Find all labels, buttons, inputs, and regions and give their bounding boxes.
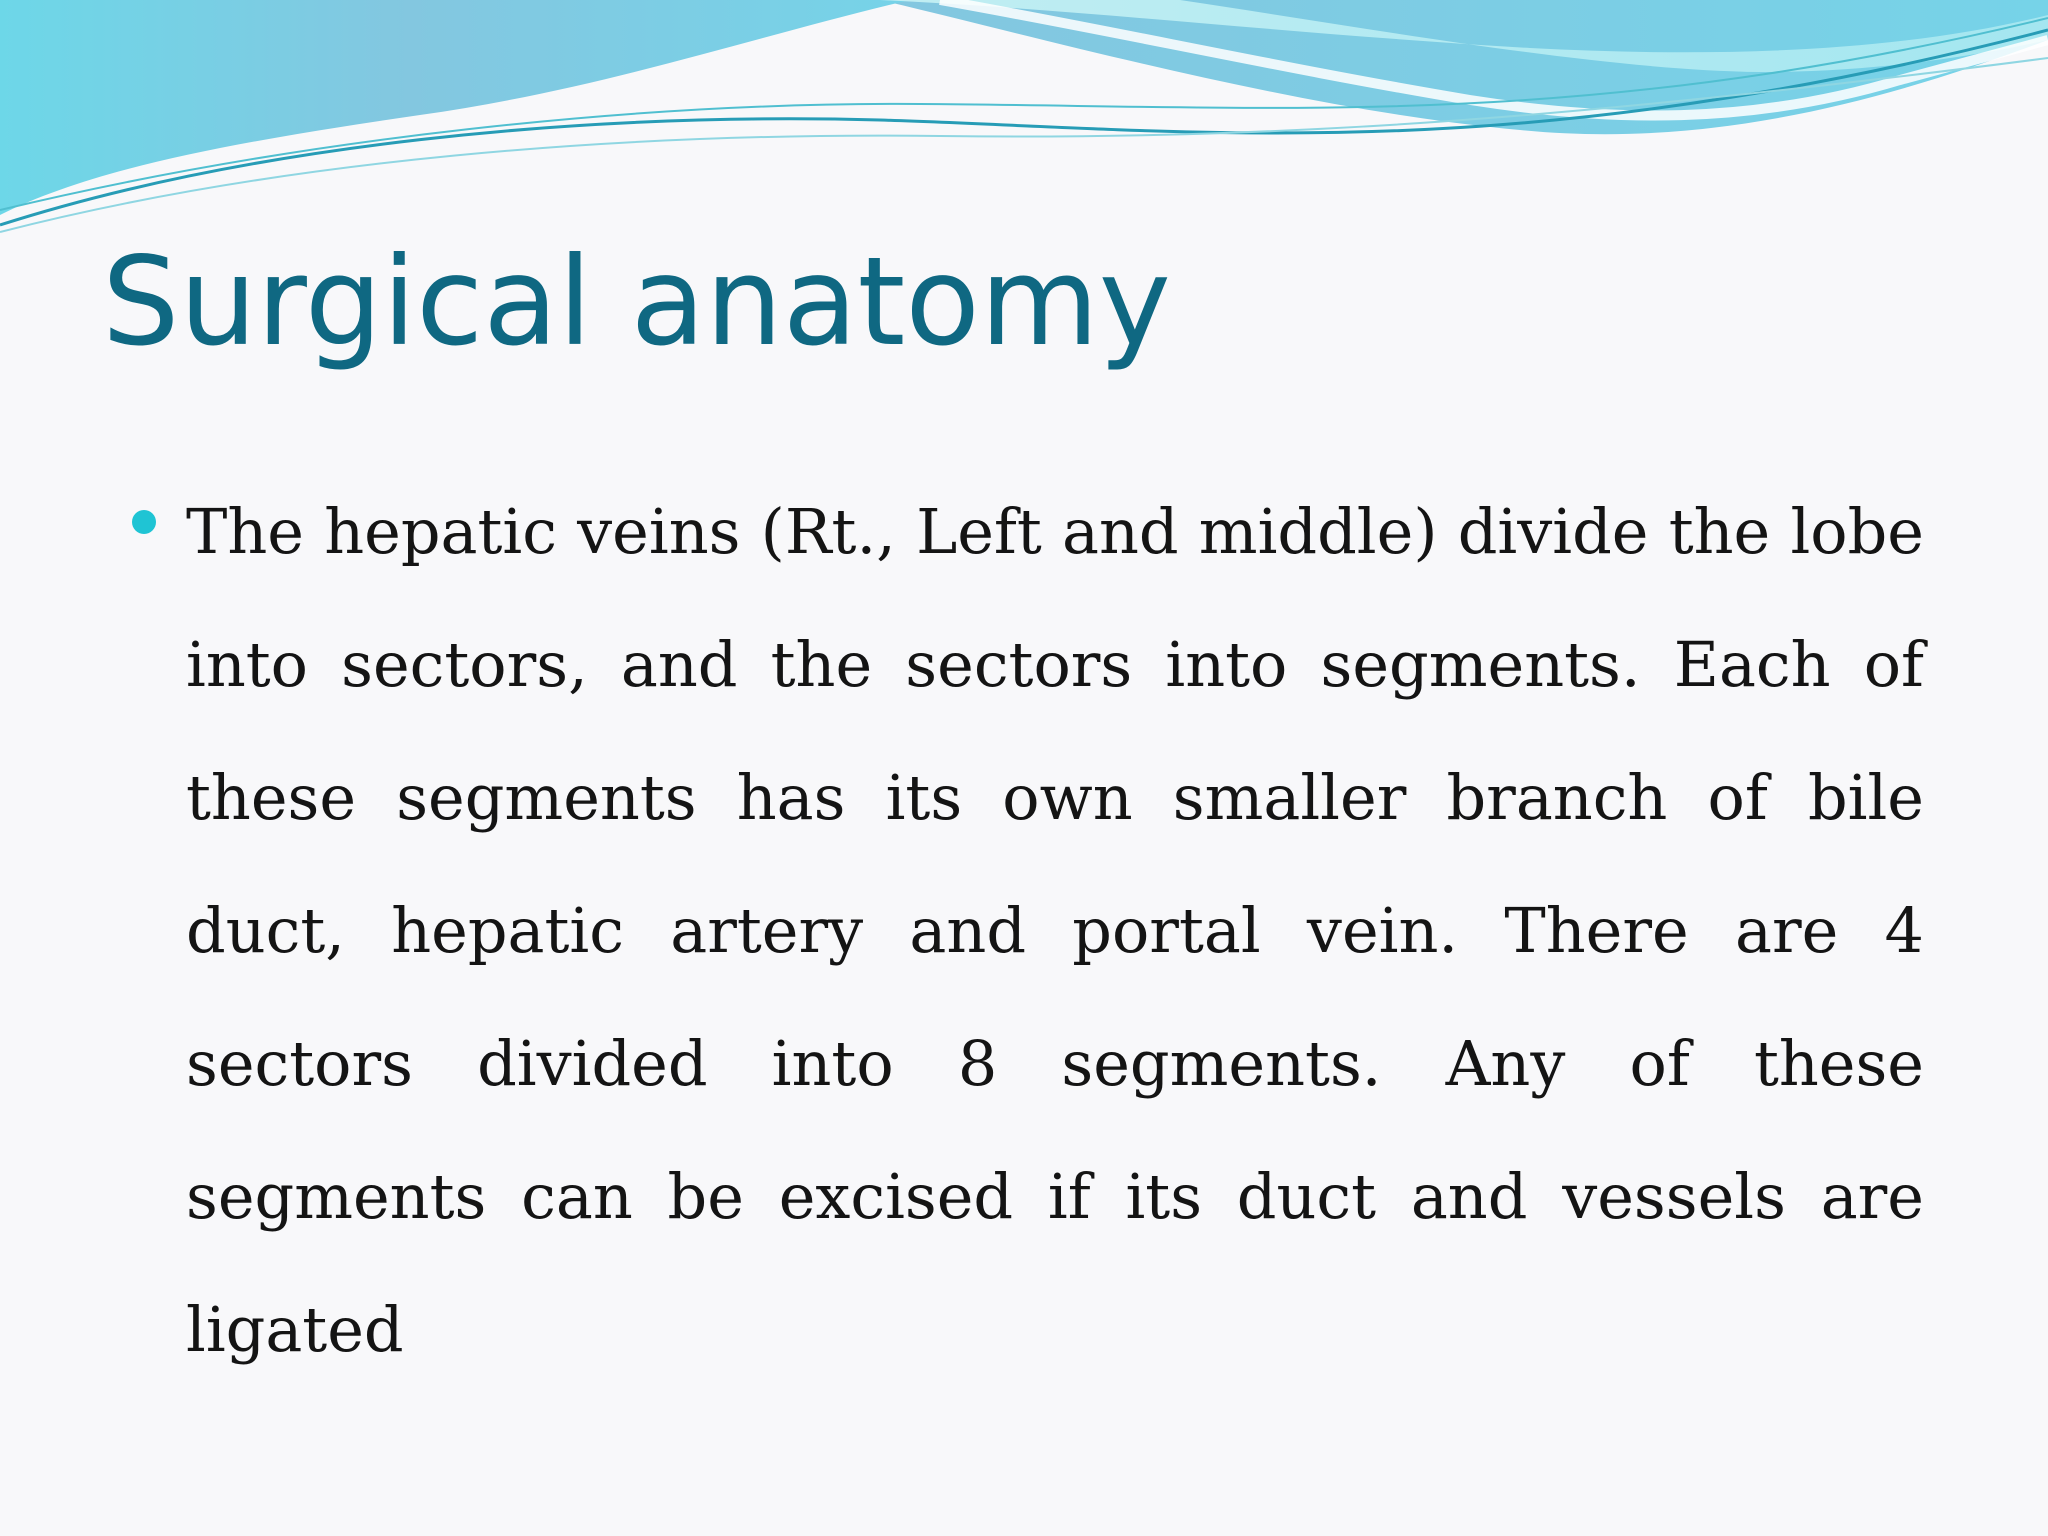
slide-title: Surgical anatomy — [102, 231, 1171, 373]
bullet-item — [128, 465, 1924, 1396]
wave-left-shape — [0, 0, 910, 215]
decorative-wave-banner — [0, 0, 2048, 240]
bullet-list — [128, 465, 1924, 1396]
bullet-dot-icon — [132, 510, 156, 534]
bullet-text: The hepatic veins (Rt., Left and middle) divide the lobe into sectors, and the sectors into segments. Each of these segments has its own smaller branch of bile duct, hepatic artery and portal vein. There are 4 sectors divided into 8 segments. Any of these segments can be excised if its duct and vessels are ligated — [186, 495, 1924, 1366]
